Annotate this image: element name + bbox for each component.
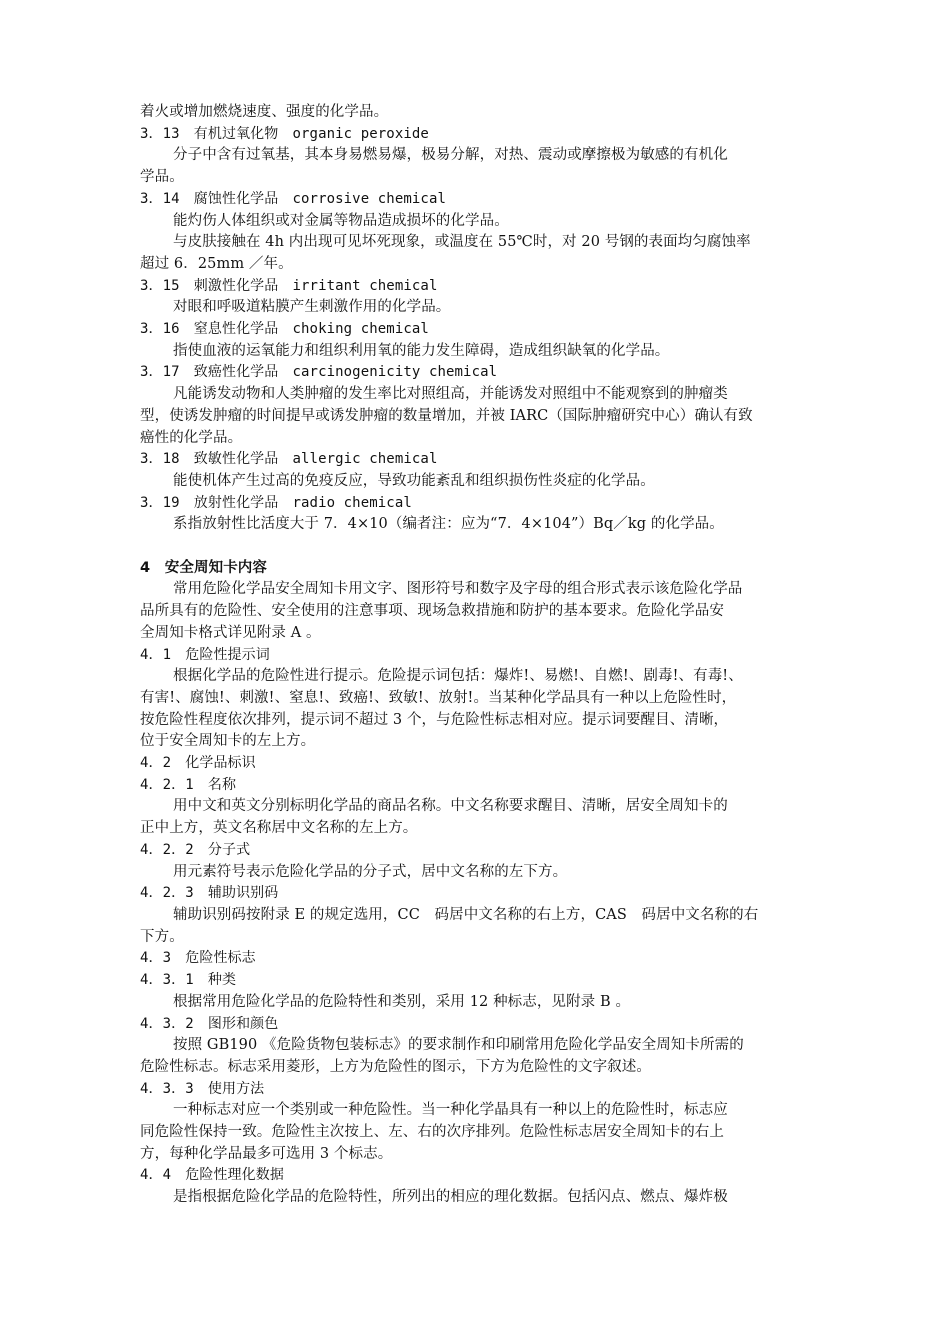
body-text: 方，每种化学品最多可选用 3 个标志。 bbox=[140, 1145, 393, 1162]
body-text: 位于安全周知卡的左上方。 bbox=[140, 733, 316, 750]
clause-heading-4-2-2: 4．2．2 分子式 bbox=[140, 841, 251, 858]
clause-heading-4-2-1: 4．2．1 名称 bbox=[140, 776, 237, 793]
clause-heading-4-2: 4．2 化学品标识 bbox=[140, 755, 256, 772]
body-text: 根据化学品的危险性进行提示。危险提示词包括：爆炸!、易燃!、自燃!、剧毒!、有毒!、 bbox=[173, 668, 743, 685]
body-text: 癌性的化学品。 bbox=[140, 429, 243, 446]
clause-heading-3-17: 3．17 致癌性化学品 carcinogenicity chemical bbox=[140, 364, 498, 381]
body-text: 辅助识别码按附录 E 的规定选用，CC 码居中文名称的右上方，CAS 码居中文名称的右 bbox=[173, 907, 759, 923]
body-text: 正中上方，英文名称居中文名称的左上方。 bbox=[140, 820, 418, 837]
body-text: 用中文和英文分别标明化学品的商品名称。中文名称要求醒目、清晰，居安全周知卡的 bbox=[173, 798, 728, 815]
body-text: 指使血液的运氧能力和组织利用氧的能力发生障碍，造成组织缺氧的化学品。 bbox=[173, 342, 670, 359]
body-text: 根据常用危险化学品的危险特性和类别，采用 12 种标志，见附录 B 。 bbox=[173, 993, 631, 1010]
body-text: 常用危险化学品安全周知卡用文字、图形符号和数字及字母的组合形式表示该危险化学品 bbox=[173, 581, 743, 598]
body-text: 能使机体产生过高的免疫反应，导致功能紊乱和组织损伤性炎症的化学品。 bbox=[173, 472, 655, 489]
clause-heading-3-16: 3．16 窒息性化学品 choking chemical bbox=[140, 321, 429, 338]
body-text: 系指放射性比活度大于 7．4×10（编者注：应为“7．4×104”）Bq／kg 的化学品。 bbox=[173, 516, 724, 533]
section-heading-4: 4 安全周知卡内容 bbox=[140, 559, 267, 576]
body-text: 是指根据危险化学品的危险特性，所列出的相应的理化数据。包括闪点、燃点、爆炸极 bbox=[173, 1189, 728, 1206]
document-page bbox=[140, 102, 820, 1209]
clause-heading-3-15: 3．15 刺激性化学品 irritant chemical bbox=[140, 277, 438, 294]
body-text: 有害!、腐蚀!、刺激!、窒息!、致癌!、致敏!、放射!。当某种化学品具有一种以上危险性时， bbox=[140, 689, 737, 706]
clause-heading-3-18: 3．18 致敏性化学品 allergic chemical bbox=[140, 451, 438, 468]
body-text: 品所具有的危险性、安全使用的注意事项、现场急救措施和防护的基本要求。危险化学品安 bbox=[140, 603, 724, 620]
clause-heading-4-3-3: 4．3．3 使用方法 bbox=[140, 1080, 265, 1097]
body-text: 分子中含有过氧基，其本身易燃易爆，极易分解，对热、震动或摩擦极为敏感的有机化 bbox=[173, 147, 728, 164]
clause-heading-3-13: 3．13 有机过氧化物 organic peroxide bbox=[140, 125, 429, 142]
clause-heading-4-3-2: 4．3．2 图形和颜色 bbox=[140, 1015, 279, 1032]
body-text: 下方。 bbox=[140, 928, 184, 945]
clause-heading-4-3: 4．3 危险性标志 bbox=[140, 950, 256, 967]
body-text: 凡能诱发动物和人类肿瘤的发生率比对照组高，并能诱发对照组中不能观察到的肿瘤类 bbox=[173, 386, 728, 403]
body-text: 按危险性程度依次排列，提示词不超过 3 个，与危险性标志相对应。提示词要醒目、清晰， bbox=[140, 711, 729, 728]
clause-heading-4-4: 4．4 危险性理化数据 bbox=[140, 1167, 284, 1184]
body-text: 危险性标志。标志采用菱形，上方为危险性的图示，下方为危险性的文字叙述。 bbox=[140, 1058, 651, 1075]
clause-heading-4-1: 4．1 危险性提示词 bbox=[140, 646, 270, 663]
body-text: 用元素符号表示危险化学品的分子式，居中文名称的左下方。 bbox=[173, 863, 568, 880]
body-text: 对眼和呼吸道粘膜产生刺激作用的化学品。 bbox=[173, 299, 451, 316]
body-text: 全周知卡格式详见附录 A 。 bbox=[140, 624, 321, 641]
clause-heading-4-2-3: 4．2．3 辅助识别码 bbox=[140, 885, 279, 902]
body-text: 着火或增加燃烧速度、强度的化学品。 bbox=[140, 104, 389, 120]
clause-heading-3-14: 3．14 腐蚀性化学品 corrosive chemical bbox=[140, 190, 447, 207]
body-text: 学品。 bbox=[140, 169, 184, 186]
clause-heading-4-3-1: 4．3．1 种类 bbox=[140, 972, 237, 989]
body-text: 同危险性保持一致。危险性主次按上、左、右的次序排列。危险性标志居安全周知卡的右上 bbox=[140, 1124, 724, 1141]
blank-line bbox=[140, 536, 820, 558]
body-text: 超过 6．25mm ／年。 bbox=[140, 255, 293, 272]
body-text: 一种标志对应一个类别或一种危险性。当一种化学晶具有一种以上的危险性时，标志应 bbox=[173, 1102, 728, 1119]
body-text: 按照 GB190 《危险货物包装标志》的要求制作和印刷常用危险化学品安全周知卡所需的 bbox=[173, 1037, 744, 1054]
body-text: 与皮肤接触在 4h 内出现可见坏死现象，或温度在 55℃时，对 20 号钢的表面均匀腐蚀率 bbox=[173, 234, 751, 251]
body-text: 型，使诱发肿瘤的时间提早或诱发肿瘤的数量增加，并被 IARC（国际肿瘤研究中心）确认有致 bbox=[140, 407, 753, 424]
body-text: 能灼伤人体组织或对金属等物品造成损坏的化学品。 bbox=[173, 212, 509, 229]
clause-heading-3-19: 3．19 放射性化学品 radio chemical bbox=[140, 494, 412, 511]
